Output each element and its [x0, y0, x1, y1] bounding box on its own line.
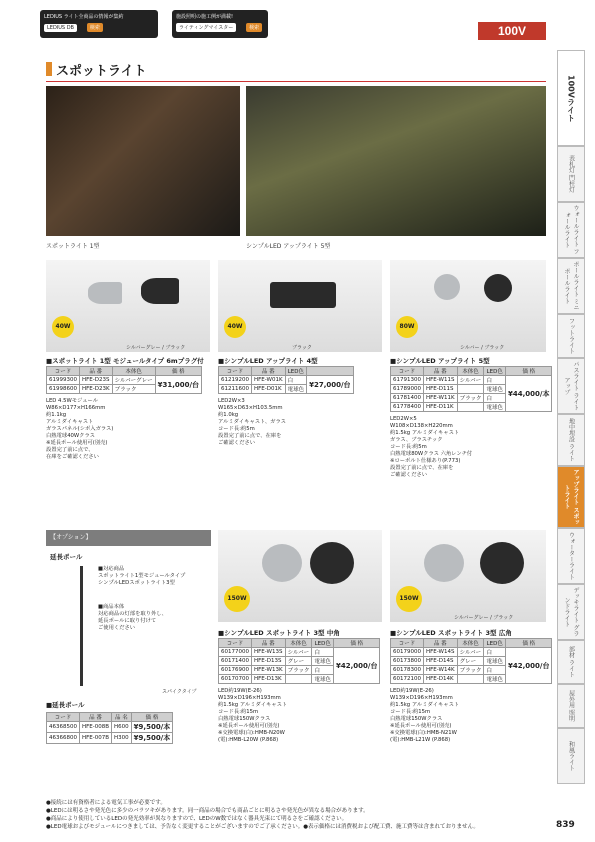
- table-row: 60176900 HFE-W13K ブラック 白: [219, 666, 380, 675]
- spike-type-label: スパイクタイプ: [162, 689, 197, 695]
- tab-path-light[interactable]: パスライト ライトアップ: [557, 358, 585, 414]
- option-note-1: ■対応商品 スポットライト1型モジュールタイプ シンプルLEDスポットライト3型: [98, 566, 186, 586]
- footnote: ●商品により使用しているLEDの発光効率が異なりますので、LEDのW数ではなく器具光束にて明るさをご確認ください。: [46, 816, 348, 822]
- footnote: ●LED電球およびモジュールにつきましては、予告なく変更することがございますのでご了承ください。●表示価格には消費税および配工費、施工費等は含まれておりません。: [46, 824, 479, 830]
- product-table-4: コード 品 番 本体色 LED色 価 格 60177000 HFE-W13S シルバー 白 ¥42,000/台 60171400 HFE-D13S グレー 電球色 60176900 HFE-W13K ブラック 白 60170700 HFE-D13K 電球色: [218, 638, 380, 684]
- photo-uplight-5: [246, 86, 546, 236]
- photo-spotlight-1: [46, 86, 240, 236]
- table-row: 60173800 HFE-D14S グレー 電球色: [391, 657, 552, 666]
- watt-badge: 150W: [396, 586, 422, 612]
- product-spec-4: LED約19W(E-26) W139×D196×H193mm 約1.5kg アルミダイキャスト コード長:約15m 白熱電球150Wクラス ※延長ポール使用可(別売) ※交換電球(白):HMB-N20W (電):HMB-L20W (P.868): [218, 688, 288, 743]
- option-table: コード 品 番 品 名 価 格 46368500 HFE-008B H600 ¥9,500/本 46366800 HFE-007B H300 ¥9,500/本: [46, 712, 173, 744]
- table-row: 60170700 HFE-D13K 電球色: [219, 675, 380, 684]
- table-row: 60172100 HFE-D14K 電球色: [391, 675, 552, 684]
- meister-search-tag[interactable]: 検索: [246, 23, 262, 32]
- table-row: 60178300 HFE-W14K ブラック 白: [391, 666, 552, 675]
- product-table-3: コード 品 番 本体色 LED色 価 格 61791300 HFE-W11S シルバー 白 ¥44,000/本 61789000 HFE-D11S 電球色 61781400 HFE-W11K ブラック 白 61778400 HFE-D11K 電球色: [390, 366, 552, 412]
- product-spec-3: LED2W×5 W108×D138×H220mm 約1.5kg アルミダイキャスト ガラス、ブラスチック コード長:約5m 白熱電球80Wクラス 六角レンチ付 ※ローボルト仕様あり(P.773) 設置完了前に点で、在庫を ご確認ください: [390, 416, 473, 478]
- page-title: スポットライト: [56, 64, 147, 79]
- color-note: シルバーグレー / ブラック: [454, 615, 514, 621]
- page-number: 839: [556, 820, 575, 830]
- tab-nameplate[interactable]: 表札灯 門柱灯: [557, 146, 585, 202]
- watt-badge: 40W: [52, 316, 74, 338]
- table-row: 61791300 HFE-W11S シルバー 白 ¥44,000/本: [391, 376, 552, 385]
- product-spec-2: LED2W×3 W165×D63×H103.5mm 約1.0kg アルミダイキャスト、ガラス コード長:約5m 設置完了前に点で、在庫を ご確認ください: [218, 398, 286, 446]
- product-spec-1: LED 4.5Wモジュール W86×D177×H166mm 約1.1kg アルミダイキャスト ガラスパネル(シボ入ガラス) 白熱電球40Wクラス ※延長ポール使用可(別売) 設置完了前に点で、 在庫をご確認ください: [46, 398, 114, 460]
- product-title-4: ■シンプルLED スポットライト 3型 中角: [218, 629, 340, 637]
- product-image-5: [390, 530, 546, 622]
- table-row: 61219200 HFE-W01K 白 ¥27,000/台: [219, 376, 354, 385]
- photo-caption-2: シンプルLED アップライト 5型: [246, 243, 331, 250]
- product-spec-5: LED約19W(E-26) W139×D196×H193mm 約1.5kg アルミダイキャスト コード長:約15m 白熱電球150Wクラス ※延長ポール使用可(別売) ※交換電球(白):HMB-N21W (電):HMB-L21W (P.868): [390, 688, 460, 743]
- table-row: 60179000 HFE-W14S シルバー 白 ¥42,000/台: [391, 648, 552, 657]
- lighting-meister-badge[interactable]: [172, 10, 268, 38]
- product-table-2: コード 品 番 LED色 61219200 HFE-W01K 白 ¥27,000/台 61211600 HFE-D01K 電球色: [218, 366, 354, 394]
- tab-uplight-spotlight[interactable]: アップライト スポットライト: [557, 466, 585, 528]
- meister-badge-text: 施設照明の施工例が満載!: [176, 14, 234, 20]
- option-label: 【オプション】: [46, 530, 211, 546]
- table-row: 60171400 HFE-D13S グレー 電球色: [219, 657, 380, 666]
- color-note: シルバー / ブラック: [460, 345, 505, 351]
- tab-wall-light[interactable]: ウォールライト フォールライト: [557, 202, 585, 258]
- title-accent: [46, 62, 52, 76]
- table-row: 46368500 HFE-008B H600 ¥9,500/本: [47, 722, 173, 733]
- product-image-4: [218, 530, 382, 622]
- meister-badge-sub: ライティングマイスター: [176, 23, 236, 32]
- table-row: 61998600 HFE-D23K ブラック: [47, 385, 202, 394]
- tab-parts-light[interactable]: 部材 ライト: [557, 640, 585, 684]
- product-title-1: ■スポットライト 1型 モジュールタイプ 6mプラグ付: [46, 357, 204, 365]
- tab-japanese-light[interactable]: 和風ライト: [557, 728, 585, 784]
- tab-outdoor-light[interactable]: 屋外用 照明: [557, 684, 585, 728]
- ledius-search-tag[interactable]: 検索: [87, 23, 103, 32]
- tab-pole-light[interactable]: ポールライト ミニポールライト: [557, 258, 585, 314]
- tab-water-light[interactable]: ウォーターライト: [557, 528, 585, 584]
- tab-100v-light[interactable]: 100Vライト: [557, 50, 585, 146]
- product-title-5: ■シンプルLED スポットライト 3型 広角: [390, 629, 512, 637]
- title-rule: [46, 81, 546, 82]
- tab-deck-light[interactable]: デッキライト グランドライト: [557, 584, 585, 640]
- table-row: 61789000 HFE-D11S 電球色: [391, 385, 552, 394]
- product-image-1: [46, 260, 210, 352]
- tab-foot-light[interactable]: フットライト: [557, 314, 585, 358]
- option-note-2: ■商品本体 対応商品の灯部を取り外し、 延長ポールに取り付けて ご使用ください: [98, 604, 167, 631]
- product-title-3: ■シンプルLED アップライト 5型: [390, 357, 490, 365]
- category-tabs: [557, 50, 585, 784]
- option-title: 延長ポール: [50, 553, 83, 561]
- ledius-badge-text: LEDIUS ライト全商品の情報が集約: [44, 14, 124, 20]
- product-table-5: コード 品 番 本体色 LED色 価 格 60179000 HFE-W14S シルバー 白 ¥42,000/台 60173800 HFE-D14S グレー 電球色 60178300 HFE-W14K ブラック 白 60172100 HFE-D14K 電球色: [390, 638, 552, 684]
- photo-caption-1: スポットライト 1型: [46, 243, 100, 250]
- option-table-title: ■延長ポール: [46, 701, 85, 709]
- table-row: 61211600 HFE-D01K 電球色: [219, 385, 354, 394]
- watt-badge: 40W: [224, 316, 246, 338]
- table-row: 60177000 HFE-W13S シルバー 白 ¥42,000/台: [219, 648, 380, 657]
- watt-badge: 150W: [224, 586, 250, 612]
- ledius-db-badge[interactable]: [40, 10, 158, 38]
- table-row: 61781400 HFE-W11K ブラック 白: [391, 394, 552, 403]
- product-image-3: [390, 260, 546, 352]
- product-table-1: コード 品 番 本体色 価 格 61999300 HFE-D23S シルバーグレー ¥31,000/台 61998600 HFE-D23K ブラック: [46, 366, 202, 394]
- footnote: ●接続には有資格者による電気工事が必要です。: [46, 800, 166, 806]
- footnote: ●LEDには明るさや発光色に多少のバラツキがあります。同一商品の場合でも商品ごとに明るさや発光色が異なる場合があります。: [46, 808, 369, 814]
- voltage-label: 100V: [478, 22, 546, 40]
- ledius-badge-sub: LEDIUS DB: [44, 24, 77, 32]
- table-row: 61999300 HFE-D23S シルバーグレー ¥31,000/台: [47, 376, 202, 385]
- product-title-2: ■シンプルLED アップライト 4型: [218, 357, 318, 365]
- watt-badge: 80W: [396, 316, 418, 338]
- extension-pole-image: [80, 566, 83, 686]
- table-row: 46366800 HFE-007B H300 ¥9,500/本: [47, 733, 173, 744]
- table-row: 61778400 HFE-D11K 電球色: [391, 403, 552, 412]
- color-note: ブラック: [292, 345, 312, 351]
- color-note: シルバーグレー / ブラック: [126, 345, 186, 351]
- tab-underground-light[interactable]: 地中埋設 ライト: [557, 414, 585, 466]
- product-image-2: [218, 260, 382, 352]
